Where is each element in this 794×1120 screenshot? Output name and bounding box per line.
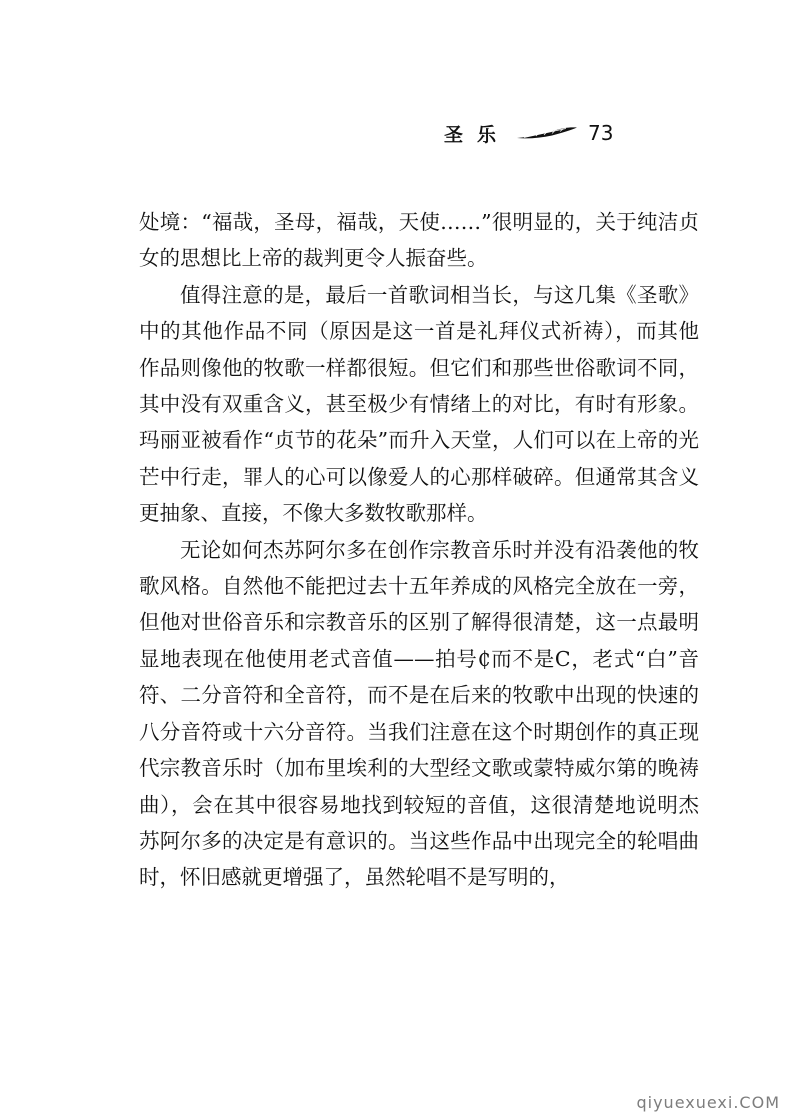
running-header [444, 118, 613, 148]
section-title: 圣乐 [444, 123, 511, 146]
page-number: 73 [588, 121, 614, 145]
site-watermark: qiyuexuexi.COM [636, 1093, 780, 1112]
body-text [139, 204, 699, 896]
paragraph-continued: 处境：“福哉，圣母，福哉，天使……”很明显的，关于纯洁贞女的思想比上帝的裁判更令人振奋些。 [139, 210, 699, 271]
feather-quill-ornament-icon [516, 126, 578, 140]
paragraph: 值得注意的是，最后一首歌词相当长，与这几集《圣歌》中的其他作品不同（原因是这一首是礼拜仪式祈祷），而其他作品则像他的牧歌一样都很短。但它们和那些世俗歌词不同，其中没有双重含义，甚至极少有情绪上的对比，有时有形象。玛丽亚被看作“贞节的花朵”而升入天堂，人们可以在上帝的光芒中行走，罪人的心可以像爱人的心那样破碎。但通常其含义更抽象、直接，不像大多数牧歌那样。 [139, 282, 699, 526]
paragraph: 无论如何杰苏阿尔多在创作宗教音乐时并没有沿袭他的牧歌风格。自然他不能把过去十五年养成的风格完全放在一旁，但他对世俗音乐和宗教音乐的区别了解得很清楚，这一点最明显地表现在他使用老式音值——拍号₵而不是C，老式“白”音符、二分音符和全音符，而不是在后来的牧歌中出现的快速的八分音符或十六分音符。当我们注意在这个时期创作的真正现代宗教音乐时（加布里埃利的大型经文歌或蒙特威尔第的晚祷曲），会在其中很容易地找到较短的音值，这很清楚地说明杰苏阿尔多的决定是有意识的。当这些作品中出现完全的轮唱曲时，怀旧感就更增强了，虽然轮唱不是写明的， [139, 537, 699, 890]
